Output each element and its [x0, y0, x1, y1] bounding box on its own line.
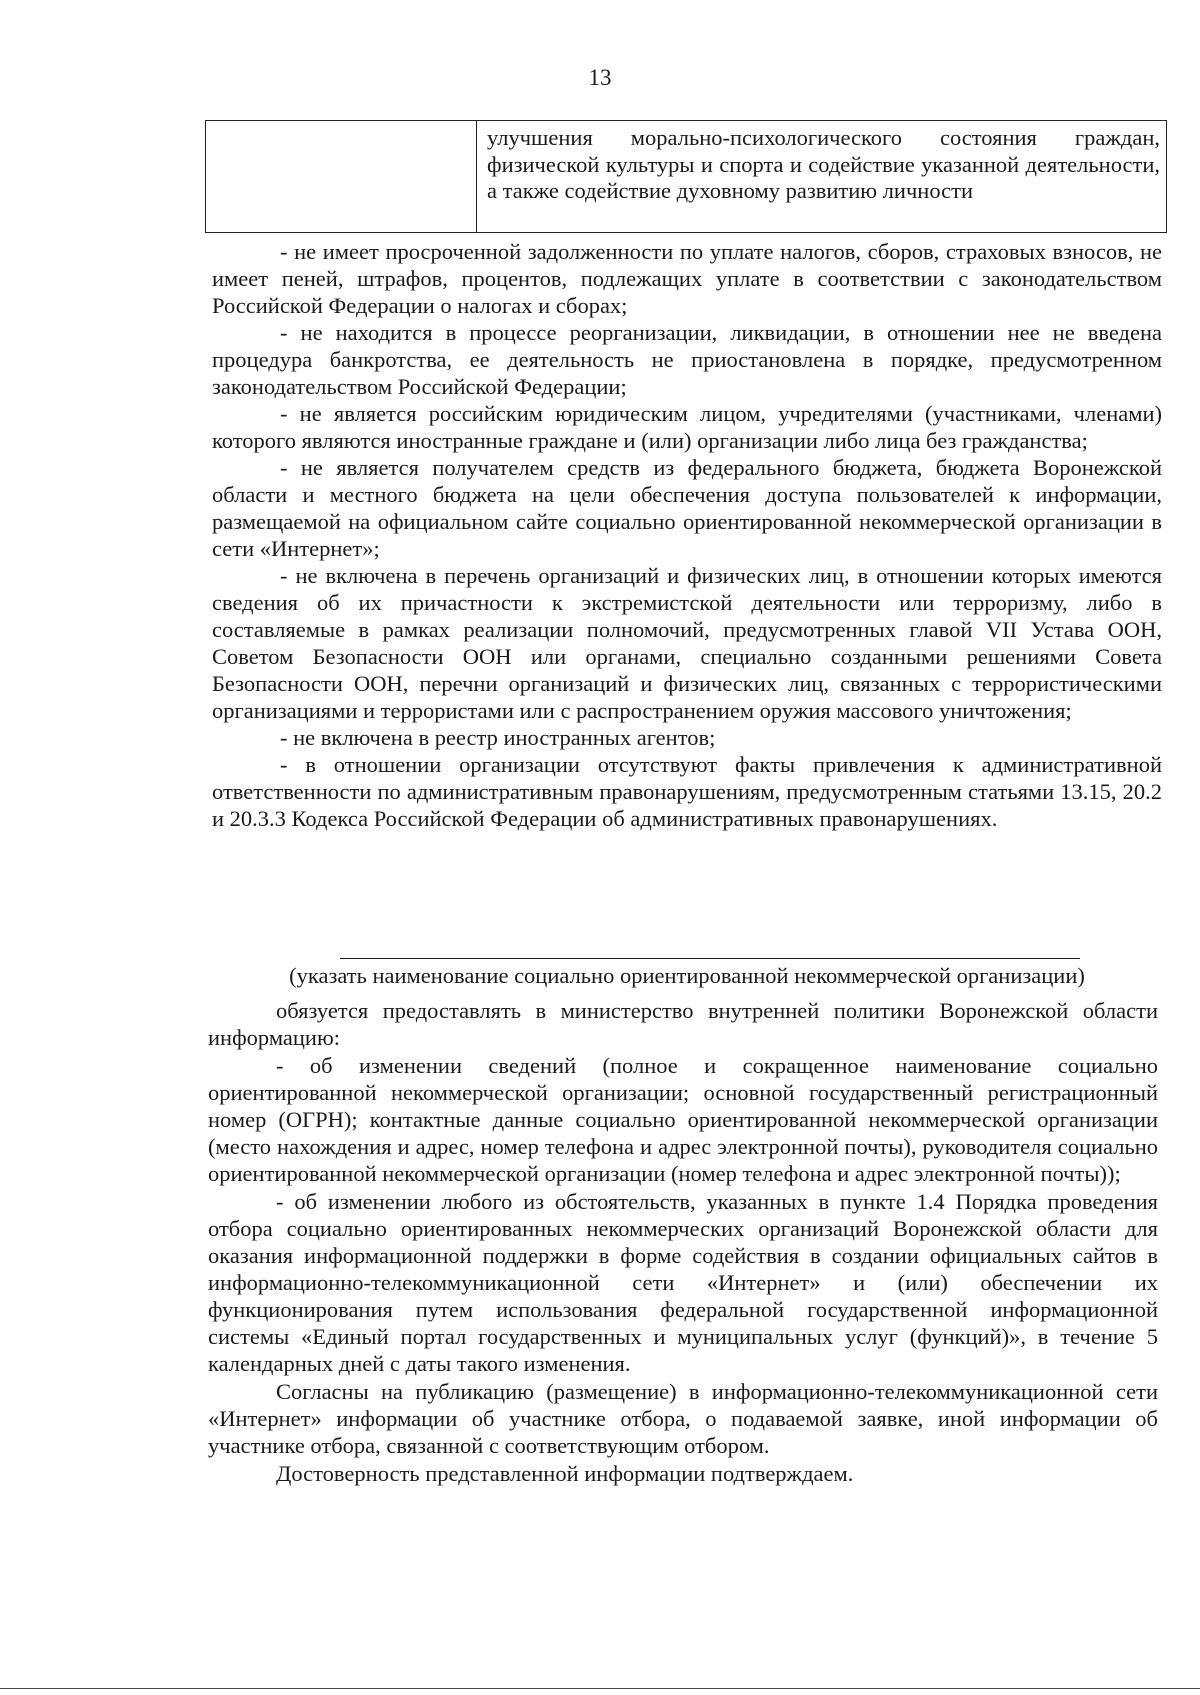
- paragraph: - не имеет просроченной задолженности по уплате налогов, сборов, страховых взносов, не имеет пеней, штрафов, процентов, подлежащих уплате в соответствии с законодательством Российской Федерации о налогах и сборах;: [212, 239, 1162, 318]
- paragraph: обязуется предоставлять в министерство внутренней политики Воронежской области информацию:: [208, 998, 1158, 1050]
- table-row: [206, 121, 1167, 233]
- page-number: 13: [588, 65, 612, 90]
- table-cell-right: улучшения морально-психологического состояния граждан, физической культуры и спорта и содействие указанной деятельности, а также содействие духовному развитию личности: [477, 121, 1167, 233]
- paragraph: - не является получателем средств из федерального бюджета, бюджета Воронежской области и местного бюджета на цели обеспечения доступа пользователей к информации, размещаемой на официальном сайте социально ориентированной некоммерческой организации в сети «Интернет»;: [212, 455, 1162, 561]
- paragraph: - не включена в реестр иностранных агентов;: [280, 725, 716, 750]
- paragraph: - об изменении любого из обстоятельств, указанных в пункте 1.4 Порядка проведения отбора социально ориентированных некоммерческих организаций Воронежской области для оказания информационной поддержки в форме содействия в создании официальных сайтов в информационно-телекоммуникационной сети «Интернет» и (или) обеспечении их функционирования путем использования федеральной государственной информационной системы «Единый портал государственных и муниципальных услуг (функций)», в течение 5 календарных дней с даты такого изменения.: [208, 1189, 1158, 1376]
- organization-name-line: [340, 958, 1080, 959]
- organization-name-caption: (указать наименование социально ориентированной некоммерческой организации): [289, 963, 1085, 988]
- paragraph: - не является российским юридическим лицом, учредителями (участниками, членами) которого являются иностранные граждане и (или) организации либо лица без гражданства;: [212, 401, 1162, 453]
- paragraph: - в отношении организации отсутствуют факты привлечения к административной ответственности по административным правонарушениям, предусмотренным статьями 13.15, 20.2 и 20.3.3 Кодекса Российской Федерации об административных правонарушениях.: [212, 752, 1162, 831]
- paragraph: Достоверность представленной информации подтверждаем.: [276, 1461, 854, 1486]
- paragraph: - не находится в процессе реорганизации, ликвидации, в отношении нее не введена процедура банкротства, ее деятельность не приостановлена в порядке, предусмотренном законодательством Российской Федерации;: [212, 320, 1162, 399]
- eligibility-conditions: [212, 238, 1162, 832]
- table-cell-left: [206, 121, 477, 233]
- paragraph: - об изменении сведений (полное и сокращенное наименование социально ориентированной некоммерческой организации; основной государственный регистрационный номер (ОГРН); контактные данные социально ориентированной некоммерческой организации (место нахождения и адрес, номер телефона и адрес электронной почты), руководителя социально ориентированной некоммерческой организации (номер телефона и адрес электронной почты));: [208, 1053, 1158, 1186]
- paragraph: - не включена в перечень организаций и физических лиц, в отношении которых имеются сведения об их причастности к экстремистской деятельности или терроризму, либо в составляемые в рамках реализации полномочий, предусмотренных главой VII Устава ООН, Советом Безопасности ООН или органами, специально созданными решениями Совета Безопасности ООН, перечни организаций и физических лиц, связанных с террористическими организациями и террористами или с распространением оружия массового уничтожения;: [212, 563, 1162, 723]
- paragraph: Согласны на публикацию (размещение) в информационно-телекоммуникационной сети «Интернет» информации об участнике отбора, о подаваемой заявке, иной информации об участнике отбора, связанной с соответствующим отбором.: [208, 1379, 1158, 1458]
- bottom-edge-line: [0, 1688, 1200, 1689]
- continuation-table: [205, 120, 1167, 233]
- obligations-section: [208, 997, 1158, 1488]
